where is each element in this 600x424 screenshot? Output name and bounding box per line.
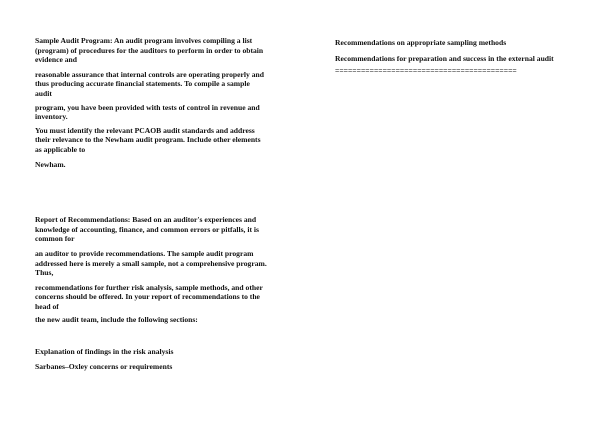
paragraph-following-sections: the new audit team, include the following sections: bbox=[35, 315, 198, 325]
paragraph-tests-of-control: program, you have been provided with tests of control in revenue and inventory. bbox=[35, 102, 260, 122]
right-column bbox=[335, 38, 560, 76]
paragraph-audit-program-intro: Sample Audit Program: An audit program involves compiling a list (program) of procedures for the auditors to perform in order to obtain evidence and bbox=[35, 36, 264, 65]
paragraph-pcaob-standards: You must identify the relevant PCAOB audit standards and address their relevance to the Newham audit program. Include other elements as applicable to bbox=[35, 125, 261, 154]
list-item-sampling-methods: Recommendations on appropriate sampling methods bbox=[335, 38, 507, 47]
list-item-findings-risk-analysis: Explanation of findings in the risk analysis bbox=[35, 347, 174, 357]
list-item-sarbanes-oxley: Sarbanes–Oxley concerns or requirements bbox=[35, 361, 173, 371]
left-column bbox=[35, 36, 267, 371]
paragraph-further-risk-analysis: recommendations for further risk analysis, sample methods, and other concerns should be offered. In your report of recommendations to the head of bbox=[35, 282, 263, 311]
separator-line: ========================================== bbox=[335, 66, 517, 76]
paragraph-auditor-recommendations: an auditor to provide recommendations. The sample audit program addressed here is merely a small sample, not a comprehensive program. Thus, bbox=[35, 248, 267, 278]
paragraph-reasonable-assurance: reasonable assurance that internal controls are operating properly and thus producing accurate financial statements. To compile a sample audit bbox=[35, 69, 264, 98]
paragraph-report-of-recommendations: Report of Recommendations: Based on an auditor's experiences and knowledge of accounting, finance, and common errors or pitfalls, it is common for bbox=[35, 215, 259, 244]
list-item-external-audit: Recommendations for preparation and success in the external audit bbox=[335, 53, 554, 63]
paragraph-newham: Newham. bbox=[35, 159, 66, 169]
